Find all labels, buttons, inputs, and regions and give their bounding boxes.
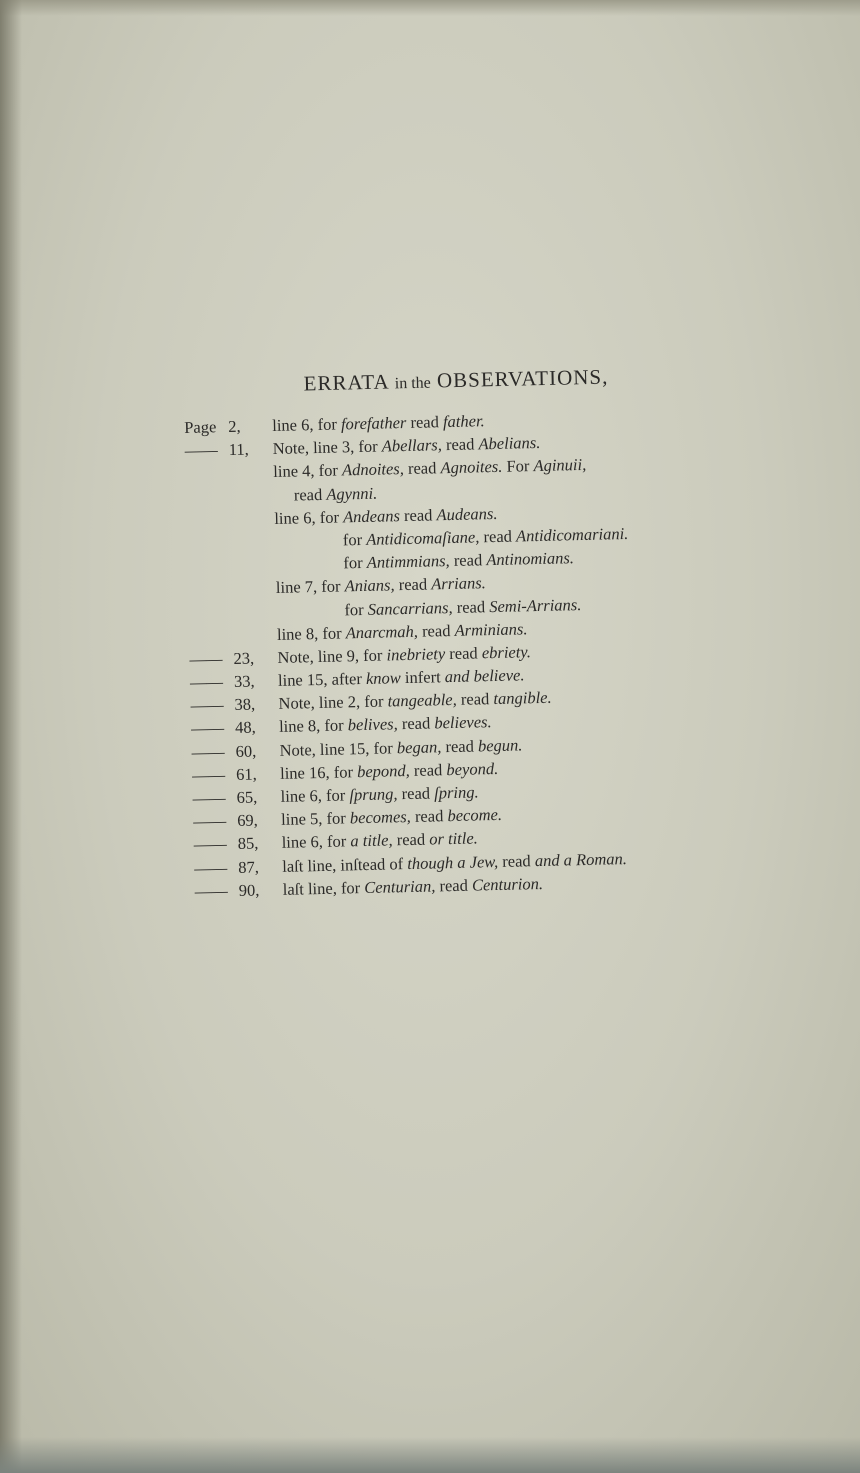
italic-word: Arrians.: [431, 573, 487, 594]
title-errata: ERRATA: [303, 369, 389, 396]
page-number: 33,: [233, 671, 255, 691]
italic-word: Antidicomaſiane,: [366, 527, 480, 549]
ditto-dash: ——: [189, 649, 223, 669]
correction-text: [282, 872, 543, 901]
ditto-dash: ——: [193, 834, 227, 855]
ditto-dash: ——: [192, 811, 227, 832]
plain-text: line 8, for: [276, 623, 346, 644]
italic-word: began,: [396, 736, 442, 757]
plain-text: line 6, for: [281, 831, 351, 853]
italic-word: Sancarrians,: [367, 597, 453, 619]
page-number: 69,: [236, 810, 259, 831]
italic-word: Semi-Arrians.: [489, 594, 582, 616]
ditto-dash: ——: [190, 718, 225, 739]
italic-word: ſprung,: [349, 784, 398, 805]
plain-text: line 6, for: [272, 414, 342, 435]
italic-word: ſpring.: [433, 782, 479, 803]
italic-word: or title.: [429, 828, 479, 849]
italic-word: bepond,: [356, 760, 410, 781]
page-number: 2,: [228, 416, 241, 436]
plain-text: read: [452, 596, 490, 617]
italic-word: beyond.: [446, 758, 499, 779]
italic-word: Centurion.: [471, 873, 544, 895]
plain-text: laſt line, for: [282, 877, 365, 899]
correction-text: [294, 481, 378, 506]
italic-word: Antinomians.: [486, 548, 575, 570]
plain-text: Note, line 2, for: [278, 691, 388, 714]
title-in-the: in the: [394, 374, 431, 393]
plain-text: read: [441, 736, 479, 756]
ditto-dash: ——: [194, 857, 228, 878]
plain-text: read: [293, 484, 327, 505]
italic-word: and a Roman.: [534, 848, 628, 870]
italic-word: tangeable,: [387, 690, 457, 711]
ditto-dash: ——: [191, 764, 226, 785]
italic-word: Anians,: [344, 575, 395, 596]
plain-text: Note, line 3, for: [272, 436, 383, 459]
plain-text: read: [399, 505, 437, 525]
plain-text: read: [497, 850, 536, 871]
italic-word: begun.: [477, 735, 523, 756]
page-number: 38,: [234, 694, 256, 715]
italic-word: forefather: [340, 412, 407, 434]
plain-text: line 7, for: [275, 576, 345, 598]
errata-title: [26, 358, 860, 403]
plain-text: line 6, for: [280, 785, 350, 806]
italic-word: becomes,: [349, 807, 412, 828]
plain-text: read: [403, 458, 441, 479]
page-number: 90,: [238, 880, 260, 900]
ditto-dash: ——: [189, 672, 224, 692]
page-number: 48,: [234, 717, 256, 738]
page-number: 87,: [238, 856, 260, 877]
page-top-edge: [0, 0, 860, 16]
plain-text: line 16, for: [279, 761, 358, 783]
plain-text: laſt line, inſtead of: [282, 853, 408, 876]
plain-text: for: [343, 553, 367, 573]
plain-text: read: [417, 620, 455, 641]
italic-word: Aginuii,: [533, 455, 587, 476]
ditto-dash: ——: [191, 741, 225, 762]
plain-text: read: [406, 412, 444, 432]
title-observations: OBSERVATIONS,: [436, 364, 609, 393]
italic-word: Adnoites,: [341, 459, 405, 480]
plain-text: read: [409, 759, 447, 780]
plain-text: For: [502, 456, 534, 477]
italic-word: believes.: [434, 712, 492, 733]
plain-text: line 6, for: [274, 507, 344, 528]
ditto-dash: ——: [192, 788, 226, 808]
plain-text: for: [342, 529, 367, 550]
italic-word: tangible.: [493, 687, 552, 709]
plain-text: read: [392, 829, 430, 850]
italic-word: Audeans.: [436, 503, 498, 525]
errata-list: [184, 403, 755, 903]
page-number: 11,: [228, 439, 250, 460]
plain-text: read: [444, 643, 483, 664]
italic-word: Agnoites.: [440, 457, 503, 478]
italic-word: Antidicomariani.: [515, 523, 629, 546]
plain-text: line 8, for: [278, 715, 349, 737]
italic-word: a title,: [350, 830, 393, 851]
plain-text: for: [344, 599, 369, 619]
plain-text: read: [410, 806, 448, 827]
plain-text: line 4, for: [273, 460, 343, 482]
plain-text: read: [449, 550, 487, 571]
page-bottom-edge: [0, 1437, 860, 1473]
italic-word: Centurian,: [364, 876, 436, 897]
italic-word: Agynni.: [326, 483, 378, 504]
ditto-dash: ——: [190, 695, 224, 716]
italic-word: ebriety.: [481, 642, 532, 663]
plain-text: Note, line 15, for: [279, 737, 398, 760]
page-binding-edge: [0, 0, 22, 1473]
italic-word: Andeans: [342, 505, 401, 527]
italic-word: though a Jew,: [407, 851, 499, 873]
page-number: 23,: [233, 648, 255, 668]
italic-word: Antimmians,: [366, 551, 450, 573]
ditto-dash: ——: [184, 440, 218, 461]
italic-word: become.: [447, 805, 503, 826]
plain-text: read: [394, 574, 432, 595]
italic-word: Abellars,: [381, 435, 443, 456]
italic-word: Anarcmah,: [345, 621, 419, 643]
plain-text: line 5, for: [280, 808, 351, 830]
page-number: 85,: [237, 833, 259, 854]
plain-text: line 15, after: [277, 669, 367, 690]
plain-text: Note, line 9, for: [277, 645, 387, 667]
plain-text: read: [397, 713, 435, 734]
ditto-dash: ——: [194, 880, 228, 901]
italic-word: father.: [442, 411, 485, 432]
plain-text: read: [456, 689, 494, 710]
plain-text: read: [441, 434, 479, 455]
plain-text: infert: [400, 667, 445, 688]
italic-word: Abelians.: [478, 433, 541, 454]
plain-text: read: [479, 526, 517, 547]
italic-word: know: [365, 668, 402, 688]
page-number: 65,: [236, 787, 258, 807]
plain-text: read: [435, 875, 473, 896]
italic-word: belives,: [347, 714, 398, 735]
italic-word: inebriety: [386, 644, 446, 665]
plain-text: read: [397, 783, 435, 804]
page-number: 61,: [235, 764, 257, 784]
italic-word: Arminians.: [454, 618, 528, 640]
italic-word: and believe.: [444, 665, 525, 687]
page-label: Page: [184, 417, 217, 437]
page-number: 60,: [235, 741, 257, 761]
